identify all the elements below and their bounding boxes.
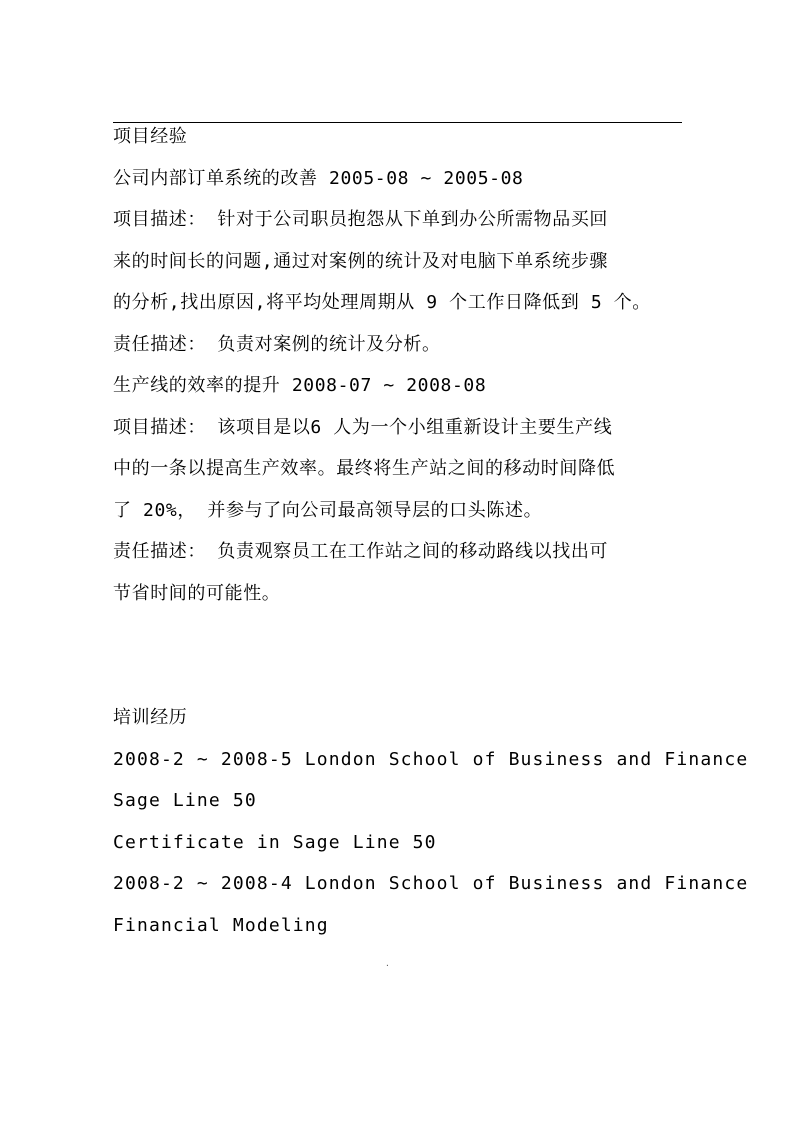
project-1-description-line-1: 项目描述： 针对于公司职员抱怨从下单到办公所需物品买回 bbox=[113, 209, 609, 230]
project-2-description-line-2: 中的一条以提高生产效率。最终将生产站之间的移动时间降低 bbox=[113, 458, 616, 479]
training-heading: 培训经历 bbox=[113, 707, 188, 728]
project-2-title: 生产线的效率的提升 2008-07 ~ 2008-08 bbox=[113, 375, 487, 396]
project-2-description-line-1: 项目描述： 该项目是以6 人为一个小组重新设计主要生产线 bbox=[113, 417, 613, 438]
project-2-responsibility-line-1: 责任描述： 负责观察员工在工作站之间的移动路线以找出可 bbox=[113, 541, 609, 562]
training-line-3: Certificate in Sage Line 50 bbox=[113, 832, 437, 853]
header-rule bbox=[113, 122, 682, 123]
project-experience-heading: 项目经验 bbox=[113, 126, 188, 147]
training-line-5: Financial Modeling bbox=[113, 915, 329, 936]
project-1-title: 公司内部订单系统的改善 2005-08 ~ 2005-08 bbox=[113, 168, 524, 189]
training-line-1: 2008-2 ~ 2008-5 London School of Business and Finance bbox=[113, 749, 749, 770]
project-1-responsibility-line-1: 责任描述： 负责对案例的统计及分析。 bbox=[113, 334, 441, 355]
project-1-description-line-3: 的分析,找出原因,将平均处理周期从 9 个工作日降低到 5 个。 bbox=[113, 292, 651, 313]
project-2-responsibility-line-2: 节省时间的可能性。 bbox=[113, 583, 281, 604]
project-2-description-line-3: 了 20%， 并参与了向公司最高领导层的口头陈述。 bbox=[113, 500, 543, 521]
training-line-4: 2008-2 ~ 2008-4 London School of Business and Finance bbox=[113, 873, 749, 894]
page-marker-dot: . bbox=[385, 959, 390, 968]
training-line-2: Sage Line 50 bbox=[113, 790, 257, 811]
project-1-description-line-2: 来的时间长的问题,通过对案例的统计及对电脑下单系统步骤 bbox=[113, 251, 609, 272]
